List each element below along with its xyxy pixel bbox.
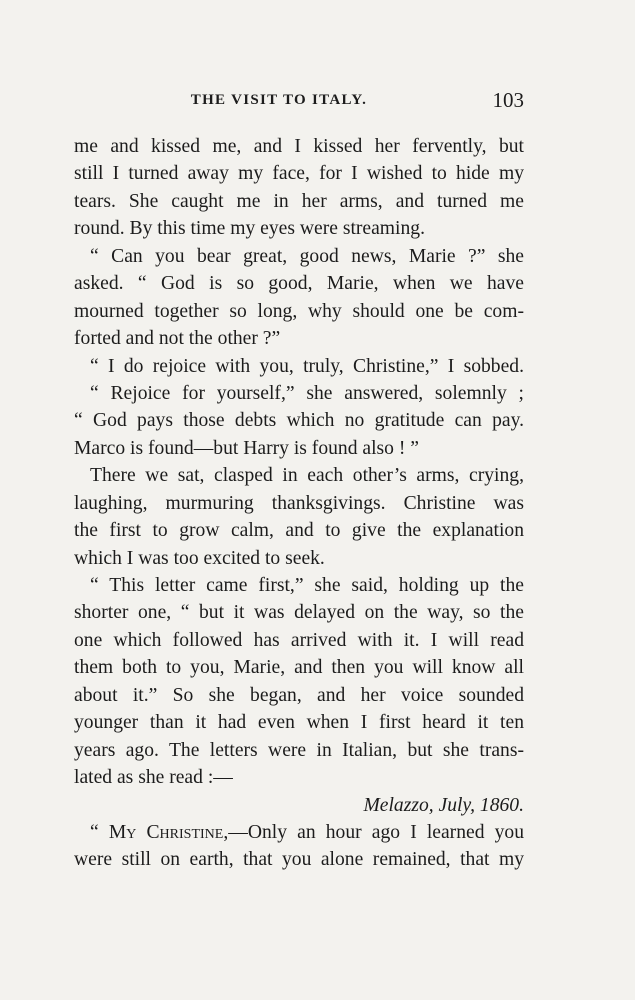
text-line: laughing, murmuring thanksgivings. Christine was (74, 492, 524, 514)
text-line: years ago. The letters were in Italian, but she trans- (74, 739, 524, 761)
running-title: THE VISIT TO ITALY. (190, 92, 368, 108)
text-line: tears. She caught me in her arms, and turned me (74, 190, 524, 212)
text-line: “ God pays those debts which no gratitude can pay. (74, 410, 524, 432)
text-line: shorter one, “ but it was delayed on the way, so the (74, 602, 524, 624)
text-line: forted and not the other ?” (74, 328, 281, 350)
text-line: “ I do rejoice with you, truly, Christine,” I sobbed. (90, 355, 524, 377)
text-line: one which followed has arrived with it. I will read (74, 629, 524, 651)
text-line: younger than it had even when I first heard it ten (74, 712, 524, 734)
text-line (74, 819, 524, 846)
page-number: 103 (492, 88, 524, 112)
text-line: were still on earth, that you alone remained, that my (74, 849, 524, 871)
text-line: me and kissed me, and I kissed her fervently, but (74, 136, 524, 157)
body-text (74, 133, 524, 874)
text-line: asked. “ God is so good, Marie, when we have (74, 273, 524, 295)
text-line: still I turned away my face, for I wished to hide my (74, 163, 524, 185)
text-line: “ This letter came first,” she said, holding up the (90, 575, 524, 596)
text-line: which I was too excited to seek. (74, 547, 325, 569)
running-head (74, 88, 524, 114)
open-quote: “ (90, 821, 109, 843)
text-line: “ Can you bear great, good news, Marie ?” she (90, 245, 524, 267)
text-line: them both to you, Marie, and then you will know all (74, 657, 524, 679)
text-line: mourned together so long, why should one be com- (74, 300, 524, 322)
text-line: the first to grow calm, and to give the explanation (74, 520, 524, 542)
text-line: There we sat, clasped in each other’s arms, crying, (90, 465, 524, 487)
text-line: Marco is found—but Harry is found also ! ” (74, 437, 419, 459)
text-line: round. By this time my eyes were streaming. (74, 218, 425, 240)
text-line: about it.” So she began, and her voice sounded (74, 684, 524, 706)
letter-dateline: Melazzo, July, 1860. (363, 794, 524, 816)
text-line: “ Rejoice for yourself,” she answered, solemnly ; (90, 382, 524, 404)
letter-salutation: My Christine, (108, 821, 229, 843)
text-span: —Only an hour ago I learned you (228, 821, 524, 843)
text-line: lated as she read :— (74, 767, 233, 789)
